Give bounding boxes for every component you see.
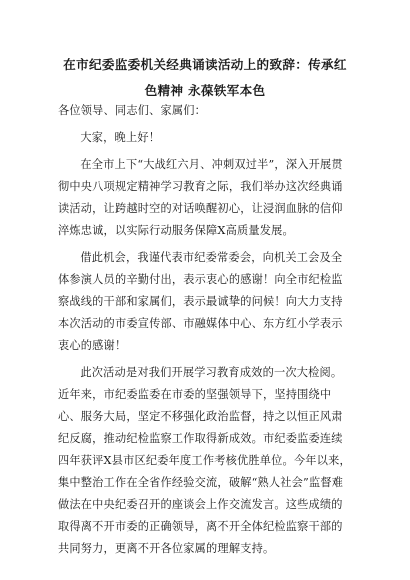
greeting: 大家，晚上好！: [80, 131, 161, 144]
paragraph: 借此机会，我谨代表市纪委常委会，向机关工会及全体参演人员的辛勤付出，表示衷心的感谢！向全市纪检监察战线的干部和家属们，表示最诚挚的问候！向大力支持本次活动的市委宣传部、市融媒体中心、东方红小学表示衷心的感谢！: [58, 251, 343, 352]
paragraph: 在全市上下“大战红六月、冲刺双过半”，深入开展贯彻中央八项规定精神学习教育之际，我们举办这次经典诵读活动，让跨越时空的对话唤醒初心，让浸润血脉的信仰淬炼忠诚，以实际行动服务保障X高质量发展。: [58, 158, 343, 237]
paragraph: 此次活动是对我们开展学习教育成效的一次大检阅。近年来，市纪委监委在市委的坚强领导下，坚持围绕中心、服务大局，坚定不移强化政治监督，持之以恒正风肃纪反腐，推动纪检监察工作取得新成效。市纪委监委连续四年获评X县市区纪委年度工作考核优胜单位。今年以来，集中整治工作在全省作经验交流，破解“熟人社会”监督难做法在中央纪委召开的座谈会上作交流发言。这些成绩的取得离不开市委的正确领导，离不开全体纪检监察干部的共同努力，更离不开各位家属的理解支持。: [58, 366, 351, 555]
salutation: 各位领导、同志们、家属们：: [58, 104, 207, 117]
document-body: [58, 100, 352, 565]
document-title: 在市纪委监委机关经典诵读活动上的致辞：传承红色精神 永葆铁军本色: [63, 57, 347, 98]
